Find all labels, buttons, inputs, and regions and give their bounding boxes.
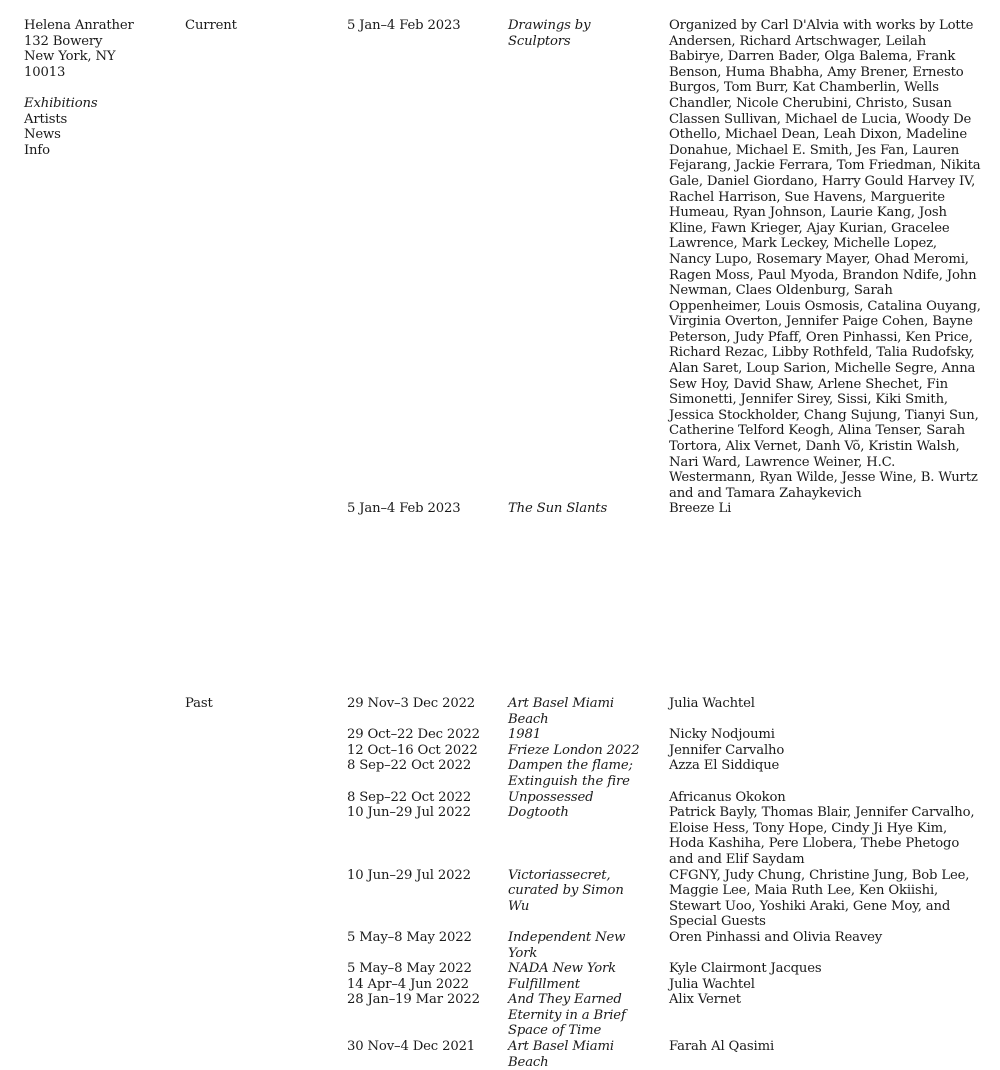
exhibition-date: 10 Jun–29 Jul 2022 (347, 805, 471, 821)
nav-item-news[interactable]: News (24, 127, 61, 143)
exhibition-date: 29 Oct–22 Dec 2022 (347, 727, 480, 743)
exhibition-title[interactable]: Victoriassecret, curated by Simon Wu (508, 867, 624, 914)
exhibition-artists: Africanus Okokon (669, 789, 786, 805)
exhibition-artists: CFGNY, Judy Chung, Christine Jung, Bob Lee, Maggie Lee, Maia Ruth Lee, Ken Okiishi, Stewart Uoo, Yoshiki Araki, Gene Moy, and Special Guests (669, 867, 970, 930)
exhibition-date: 5 Jan–4 Feb 2023 (347, 18, 461, 33)
address-street: 132 Bowery (24, 33, 103, 49)
exhibition-date: 8 Sep–22 Oct 2022 (347, 789, 472, 805)
address-city: New York, NY (24, 49, 116, 65)
exhibition-title[interactable]: Dampen the flame; Extinguish the fire (508, 758, 633, 789)
exhibition-artists: Oren Pinhassi and Olivia Reavey (669, 929, 883, 945)
exhibition-artists: Julia Wachtel (669, 976, 755, 992)
exhibition-row[interactable] (347, 961, 987, 977)
exhibition-date: 5 May–8 May 2022 (347, 929, 472, 945)
exhibition-title[interactable]: Art Basel Miami Beach (508, 1039, 614, 1070)
exhibition-row[interactable] (347, 930, 987, 961)
exhibition-artists: Breeze Li (669, 501, 732, 517)
exhibition-title[interactable]: Fulfillment (508, 976, 580, 992)
gallery-address (24, 34, 174, 81)
exhibition-artists: Alix Vernet (669, 992, 741, 1008)
exhibition-artists: Patrick Bayly, Thomas Blair, Jennifer Carvalho, Eloise Hess, Tony Hope, Cindy Ji Hye Kim, Hoda Kashiha, Pere Llobera, Thebe Phetogo and and Elif Saydam (669, 805, 975, 867)
main-nav (24, 96, 174, 158)
exhibition-artists: Jennifer Carvalho (669, 742, 785, 758)
address-zip: 10013 (24, 64, 66, 80)
exhibition-title[interactable]: Frieze London 2022 (508, 742, 640, 758)
exhibition-artists: Farah Al Qasimi (669, 1039, 775, 1055)
exhibition-row[interactable] (347, 501, 987, 517)
exhibition-artists: Organized by Carl D'Alvia with works by Lotte Andersen, Richard Artschwager, Leilah Babirye, Darren Bader, Olga Balema, Frank Benson, Huma Bhabha, Amy Brener, Ernesto Burgos, Tom Burr, Kat Chamberlin, Wells Chandler, Nicole Cherubini, Christo, Susan Classen Sullivan, Michael de Lucia, Woody De Othello, Michael Dean, Leah Dixon, Madeline Donahue, Michael E. Smith, Jes Fan, Lauren Fejarang, Jackie Ferrara, Tom Friedman, Nikita Gale, Daniel Giordano, Harry Gould Harvey IV, Rachel Harrison, Sue Havens, Marguerite Humeau, Ryan Johnson, Laurie Kang, Josh Kline, Fawn Krieger, Ajay Kurian, Gracelee Lawrence, Mark Leckey, Michelle Lopez, Nancy Lupo, Rosemary Mayer, Ohad Meromi, Ragen Moss, Paul Myoda, Brandon Ndife, John Newman, Claes Oldenburg, Sarah Oppenheimer, Louis Osmosis, Catalina Ouyang, Virginia Overton, Jennifer Paige Cohen, Bayne Peterson, Judy Pfaff, Oren Pinhassi, Ken Price, Richard Rezac, Libby Rothfeld, Talia Rudofsky, Alan Saret, Loup Sarion, Michelle Segre, Anna Sew Hoy, David Shaw, Arlene Shechet, Fin Simonetti, Jennifer Sirey, Sissi, Kiki Smith, Jessica Stockholder, Chang Sujung, Tianyi Sun, Catherine Telford Keogh, Alina Tenser, Sarah Tortora, Alix Vernet, Danh Võ, Kristin Walsh, Nari Ward, Lawrence Weiner, H.C. Westermann, Ryan Wilde, Jesse Wine, B. Wurtz and and Tamara Zahaykevich (669, 18, 981, 501)
exhibition-row[interactable] (347, 18, 987, 501)
current-exhibitions-list (347, 18, 987, 517)
gallery-name[interactable]: Helena Anrather (24, 18, 134, 33)
exhibition-artists: Julia Wachtel (669, 696, 755, 711)
exhibition-date: 14 Apr–4 Jun 2022 (347, 976, 469, 992)
exhibition-artists: Nicky Nodjoumi (669, 727, 775, 743)
section-label-current: Current (185, 18, 237, 33)
exhibition-title[interactable]: The Sun Slants (508, 501, 608, 517)
exhibition-title[interactable]: NADA New York (508, 961, 617, 977)
exhibition-row[interactable] (347, 805, 987, 867)
exhibition-title[interactable]: Independent New York (508, 929, 626, 961)
exhibition-date: 29 Nov–3 Dec 2022 (347, 696, 476, 711)
exhibition-date: 30 Nov–4 Dec 2021 (347, 1039, 476, 1055)
exhibition-row[interactable] (347, 696, 987, 727)
exhibition-date: 28 Jan–19 Mar 2022 (347, 992, 480, 1008)
exhibition-date: 12 Oct–16 Oct 2022 (347, 742, 478, 758)
exhibition-date: 10 Jun–29 Jul 2022 (347, 867, 471, 883)
nav-item-exhibitions[interactable]: Exhibitions (24, 95, 98, 111)
past-exhibitions-list (347, 696, 987, 1070)
exhibition-date: 5 May–8 May 2022 (347, 961, 472, 977)
exhibition-title[interactable]: Drawings by Sculptors (508, 18, 591, 49)
exhibition-title[interactable]: And They Earned Eternity in a Brief Space of Time (508, 992, 626, 1039)
nav-item-artists[interactable]: Artists (24, 111, 68, 127)
exhibition-title[interactable]: Dogtooth (508, 805, 569, 821)
exhibition-artists: Azza El Siddique (669, 758, 780, 774)
exhibition-artists: Kyle Clairmont Jacques (669, 961, 822, 977)
exhibition-title[interactable]: Art Basel Miami Beach (508, 696, 614, 727)
exhibition-title[interactable]: 1981 (508, 727, 541, 743)
exhibition-title[interactable]: Unpossessed (508, 789, 594, 805)
nav-item-info[interactable]: Info (24, 142, 50, 158)
exhibition-date: 5 Jan–4 Feb 2023 (347, 501, 461, 517)
exhibition-row[interactable] (347, 758, 987, 789)
exhibition-row[interactable] (347, 743, 987, 759)
sidebar (24, 18, 174, 158)
exhibition-row[interactable] (347, 727, 987, 743)
exhibition-row[interactable] (347, 868, 987, 930)
exhibition-row[interactable] (347, 790, 987, 806)
exhibition-date: 8 Sep–22 Oct 2022 (347, 758, 472, 774)
exhibition-row[interactable] (347, 1039, 987, 1070)
exhibition-row[interactable] (347, 992, 987, 1039)
section-label-past: Past (185, 696, 213, 711)
exhibition-row[interactable] (347, 977, 987, 993)
